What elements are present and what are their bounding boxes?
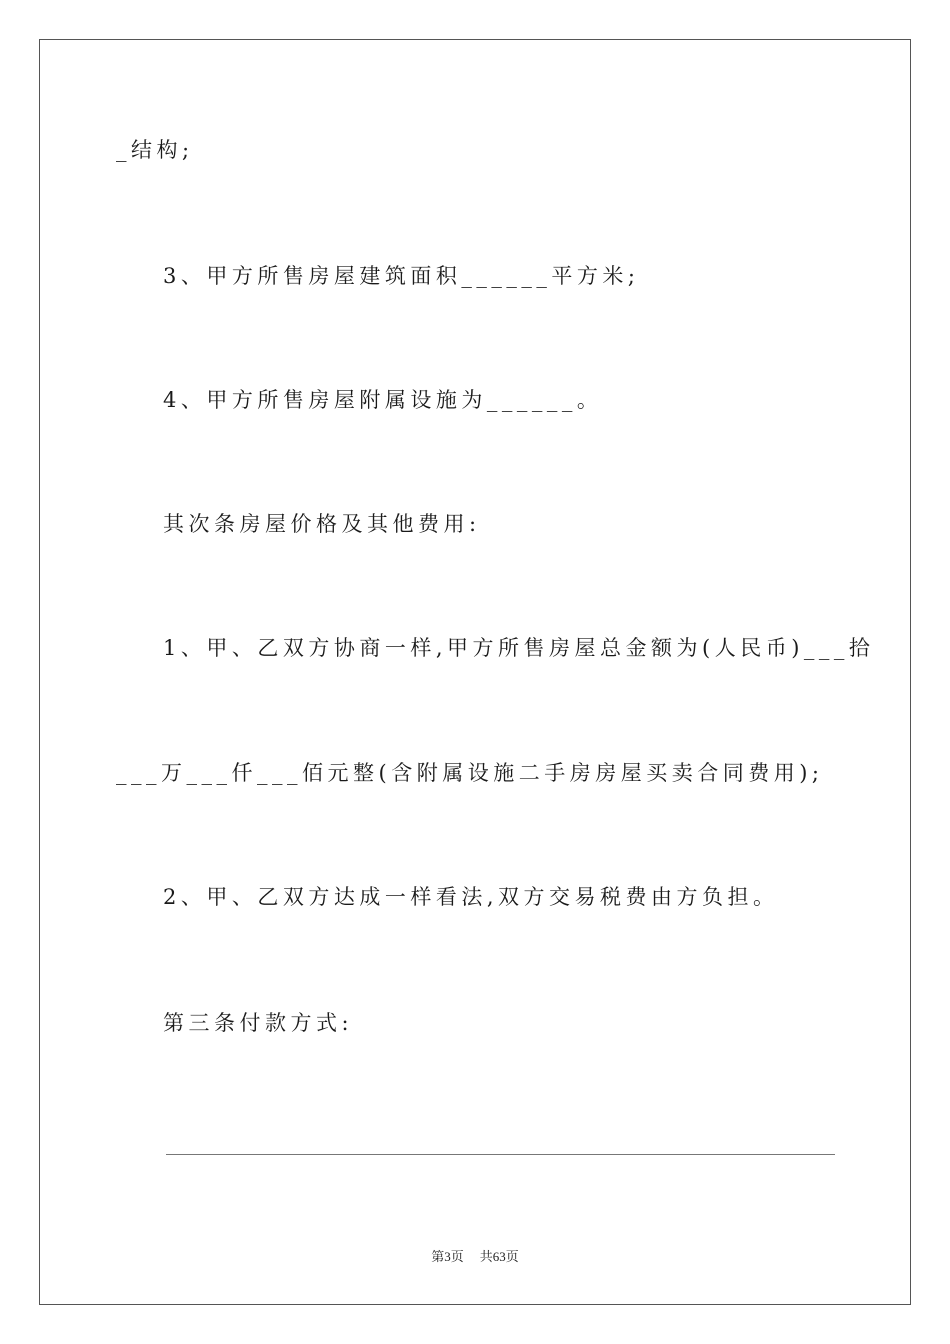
paragraph-total-price-cont: ___万___仟___佰元整(含附属设施二手房房屋买卖合同费用);	[116, 761, 824, 785]
paragraph-building-area: 3、甲方所售房屋建筑面积______平方米;	[163, 264, 640, 288]
paragraph-facilities: 4、甲方所售房屋附属设施为______。	[163, 388, 603, 412]
page-footer	[0, 1246, 950, 1265]
paragraph-total-price: 1、甲、乙双方协商一样,甲方所售房屋总金额为(人民币)___拾	[163, 636, 875, 660]
page-total: 共63页	[479, 1249, 519, 1264]
page-number: 第3页	[431, 1249, 464, 1264]
paragraph-structure: _结构;	[116, 138, 194, 162]
fill-in-line	[166, 1154, 835, 1155]
page-border	[39, 39, 911, 1305]
article-two-heading: 其次条房屋价格及其他费用:	[163, 512, 481, 536]
paragraph-taxes: 2、甲、乙双方达成一样看法,双方交易税费由方负担。	[163, 885, 779, 909]
article-three-heading: 第三条付款方式:	[163, 1011, 354, 1035]
